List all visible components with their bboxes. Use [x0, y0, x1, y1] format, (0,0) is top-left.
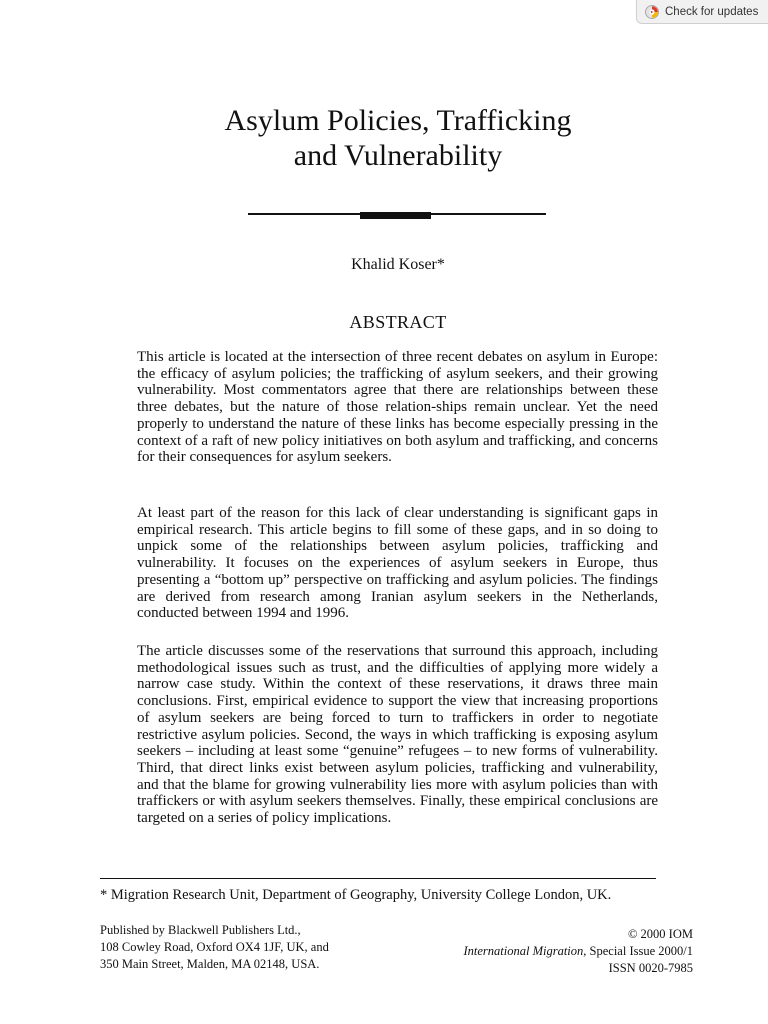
- publisher-info: [100, 922, 329, 973]
- publisher-line: Published by Blackwell Publishers Ltd.,: [100, 923, 301, 937]
- abstract-paragraph: The article discusses some of the reservations that surround this approach, including methodological issues such as trust, and the difficulties of applying more widely a narrow case study. Within the context of these reservations, it draws three main conclusions. First, empirical evidence to support the view that increasing proportions of asylum seekers are being forced to turn to traffickers in order to negotiate restrictive asylum policies. Second, the ways in which trafficking is exposing asylum seekers – including at least some “genuine” refugees – to new forms of vulnerability. Third, that direct links exist between asylum policies, trafficking and vulnerability, and that the blame for growing vulnerability lies more with asylum policies than with traffickers or with asylum seekers themselves. Finally, these empirical conclusions are targeted on a series of policy implications.: [137, 643, 658, 827]
- author-name: Khalid Koser*: [351, 256, 445, 273]
- journal-issue: Special Issue 2000/1: [589, 944, 693, 958]
- journal-name: International Migration,: [463, 944, 587, 958]
- check-for-updates-label: Check for updates: [665, 5, 759, 18]
- title-line: and Vulnerability: [293, 139, 503, 172]
- check-for-updates-button[interactable]: [636, 0, 768, 24]
- title-divider-accent: [360, 212, 431, 219]
- article-title: [0, 103, 768, 173]
- abstract-paragraph: This article is located at the intersection of three recent debates on asylum in Europe: the efficacy of asylum policies; the trafficking of asylum seekers, and their growing vulnerability. Most commentators agree that there are relationships between these three debates, but the nature of those relation-ships remain unclear. Yet the need properly to understand the nature of these links has become especially pressing in the context of a raft of new policy initiatives on both asylum and trafficking, and concerns for their consequences for asylum seekers.: [137, 349, 658, 466]
- abstract-paragraph: At least part of the reason for this lack of clear understanding is significant gaps in empirical research. This article begins to fill some of these gaps, and in so doing to unpick some of the relationships between asylum policies, trafficking and vulnerability. It focuses on the experiences of asylum seekers in Europe, thus presenting a “bottom up” perspective on trafficking and asylum policies. The findings are derived from research among Iranian asylum seekers in the Netherlands, conducted between 1994 and 1996.: [137, 505, 658, 622]
- author-affiliation-footnote: * Migration Research Unit, Department of Geography, University College London, UK.: [100, 887, 612, 903]
- issn: ISSN 0020-7985: [608, 961, 693, 975]
- check-updates-icon: [645, 5, 659, 19]
- journal-info: [463, 926, 693, 977]
- footnote-divider: [100, 878, 656, 879]
- title-line: Asylum Policies, Trafficking: [224, 104, 572, 137]
- publisher-line: 350 Main Street, Malden, MA 02148, USA.: [100, 957, 320, 971]
- abstract-heading: ABSTRACT: [349, 312, 447, 332]
- publisher-line: 108 Cowley Road, Oxford OX4 1JF, UK, and: [100, 940, 329, 954]
- copyright: © 2000 IOM: [627, 927, 693, 941]
